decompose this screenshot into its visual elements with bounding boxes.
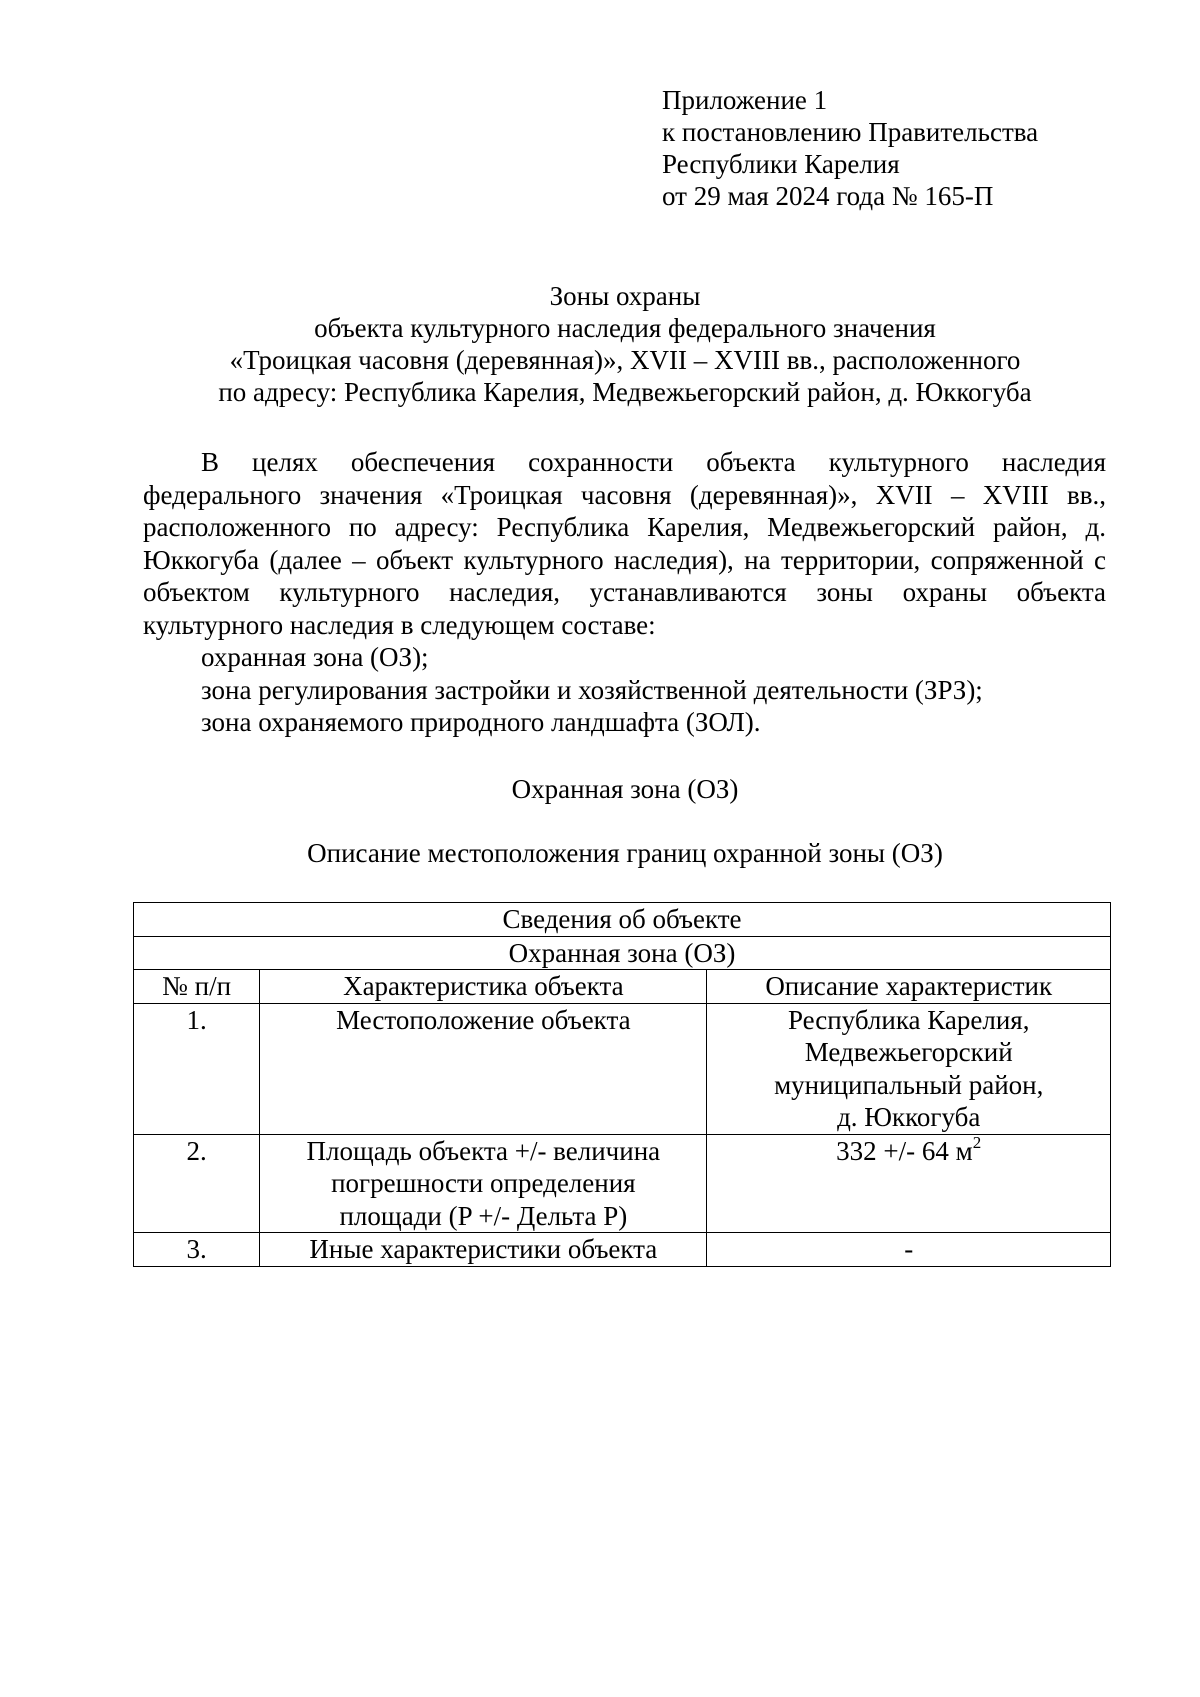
object-info-table bbox=[133, 902, 1111, 1267]
intro-paragraph: В целях обеспечения сохранности объекта культурного наследия федерального значения «Троицкая часовня (деревянная)», XVII – XVIII вв., расположенного по адресу: Республика Карелия, Медвежьегорский район, д. Юккогуба (далее – объект культурного наследия), на территории, сопряженной с объектом культурного наследия, устанавливаются зоны охраны объекта культурного наследия в следующем составе: bbox=[143, 447, 1106, 640]
appendix-number: Приложение 1 bbox=[662, 85, 828, 115]
cell-line: Медвежьегорский bbox=[804, 1037, 1013, 1067]
zone-list-item: зона регулирования застройки и хозяйственной деятельности (ЗРЗ); bbox=[201, 674, 983, 705]
appendix-resolution-ref: к постановлению Правительства bbox=[662, 117, 1039, 147]
row-description bbox=[707, 1003, 1111, 1134]
appendix-republic: Республики Карелия bbox=[662, 149, 900, 179]
cell-line: погрешности определения bbox=[331, 1168, 636, 1198]
row-characteristic bbox=[260, 1233, 707, 1267]
title-line-3: «Троицкая часовня (деревянная)», XVII – XVIII вв., расположенного bbox=[229, 345, 1021, 375]
table-caption: Сведения об объекте bbox=[134, 903, 1111, 937]
intro-block bbox=[143, 446, 1106, 739]
table-zone-caption: Охранная зона (ОЗ) bbox=[134, 936, 1111, 970]
area-unit-exponent: 2 bbox=[972, 1132, 982, 1152]
header-description: Описание характеристик bbox=[707, 970, 1111, 1004]
header-number: № п/п bbox=[134, 970, 260, 1004]
section-subheading: Описание местоположения границ охранной зоны (ОЗ) bbox=[307, 838, 943, 868]
row-number: 2. bbox=[134, 1134, 260, 1233]
row-characteristic bbox=[260, 1134, 707, 1233]
cell-line: - bbox=[904, 1234, 914, 1264]
title-line-4: по адресу: Республика Карелия, Медвежьегорский район, д. Юккогуба bbox=[218, 377, 1032, 407]
row-number: 3. bbox=[134, 1233, 260, 1267]
zone-list-item: зона охраняемого природного ландшафта (ЗОЛ). bbox=[201, 707, 761, 737]
area-value: 332 +/- 64 м bbox=[836, 1135, 973, 1166]
document-title bbox=[130, 280, 1120, 408]
cell-line: Местоположение объекта bbox=[336, 1004, 631, 1035]
table-header-row bbox=[134, 970, 1111, 1004]
appendix-block bbox=[662, 84, 1122, 212]
header-characteristic: Характеристика объекта bbox=[260, 970, 707, 1004]
appendix-date-number: от 29 мая 2024 года № 165-П bbox=[662, 181, 994, 211]
zone-list-item: охранная зона (ОЗ); bbox=[201, 642, 429, 672]
table-caption-row bbox=[134, 936, 1111, 970]
section-heading: Охранная зона (ОЗ) bbox=[511, 774, 739, 804]
cell-line: Площадь объекта +/- величина bbox=[306, 1135, 661, 1166]
row-description bbox=[707, 1233, 1111, 1267]
cell-line: Республика Карелия, bbox=[787, 1004, 1030, 1035]
table-row bbox=[134, 1134, 1111, 1233]
row-number: 1. bbox=[134, 1003, 260, 1134]
title-line-1: Зоны охраны bbox=[549, 281, 701, 311]
cell-line: площади (P +/- Дельта P) bbox=[339, 1200, 628, 1231]
row-characteristic bbox=[260, 1003, 707, 1134]
table-row bbox=[134, 1233, 1111, 1267]
table-caption-row bbox=[134, 903, 1111, 937]
table-row bbox=[134, 1003, 1111, 1134]
title-line-2: объекта культурного наследия федерального значения bbox=[314, 313, 936, 343]
cell-line: д. Юккогуба bbox=[837, 1102, 981, 1132]
row-description bbox=[707, 1134, 1111, 1233]
cell-line: Иные характеристики объекта bbox=[309, 1234, 658, 1264]
cell-line: муниципальный район, bbox=[774, 1069, 1044, 1100]
